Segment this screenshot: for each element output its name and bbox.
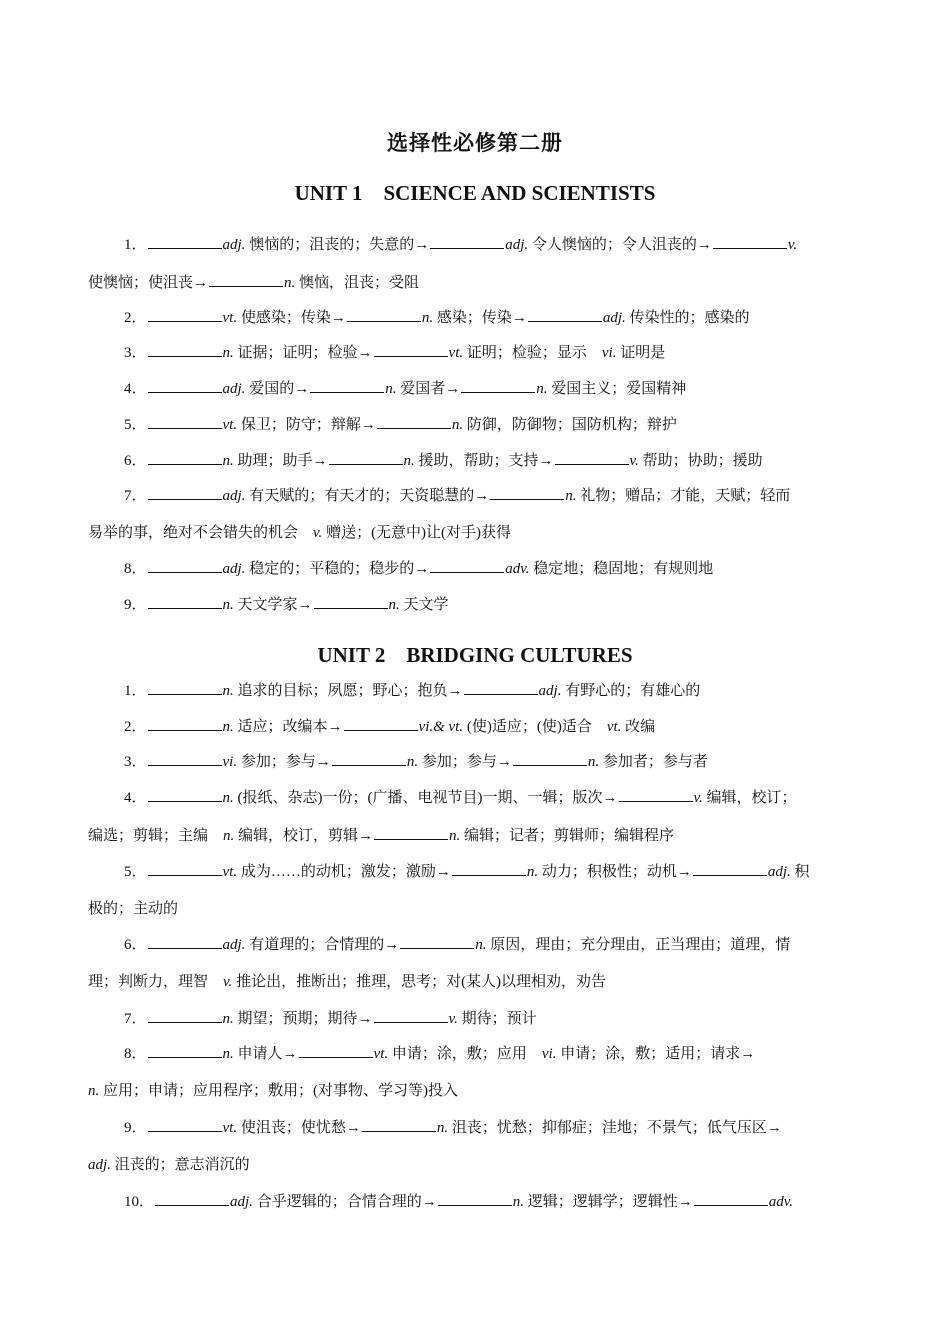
list-item: 10． adj. 合乎逻辑的；合情合理的→ n. 逻辑；逻辑学；逻辑性→ adv.: [124, 1191, 793, 1212]
answer-blank[interactable]: [148, 751, 222, 766]
answer-blank[interactable]: [374, 342, 448, 357]
list-item: 3． vi. 参加；参与→ n. 参加；参与→ n. 参加者；参与者: [124, 751, 708, 772]
answer-blank[interactable]: [209, 272, 283, 287]
answer-blank[interactable]: [148, 414, 222, 429]
list-item-continuation: adj. 沮丧的；意志消沉的: [88, 1157, 250, 1173]
answer-blank[interactable]: [155, 1191, 229, 1206]
answer-blank[interactable]: [452, 861, 526, 876]
list-item: 5． vt. 成为……的动机；激发；激励→ n. 动力；积极性；动机→ adj. 积: [124, 861, 810, 882]
answer-blank[interactable]: [555, 450, 629, 465]
list-item-continuation: 使懊恼；使沮丧→ n. 懊恼，沮丧；受阻: [88, 272, 419, 293]
list-item: 5． vt. 保卫；防守；辩解→ n. 防御，防御物；国防机构；辩护: [124, 414, 677, 435]
answer-blank[interactable]: [513, 751, 587, 766]
answer-blank[interactable]: [148, 594, 222, 609]
list-item: 1． n. 追求的目标；夙愿；野心；抱负→ adj. 有野心的；有雄心的: [124, 680, 700, 701]
list-item: 1． adj. 懊恼的；沮丧的；失意的→ adj. 令人懊恼的；令人沮丧的→ v.: [124, 234, 797, 255]
list-item: 2． n. 适应；改编本→ vi.& vt. (使)适应；(使)适合 vt. 改编: [124, 716, 655, 737]
answer-blank[interactable]: [148, 680, 222, 695]
list-item: 9． n. 天文学家→ n. 天文学: [124, 594, 449, 615]
answer-blank[interactable]: [347, 307, 421, 322]
list-item: 6． adj. 有道理的；合情理的→ n. 原因，理由；充分理由，正当理由；道理，情: [124, 934, 790, 955]
answer-blank[interactable]: [528, 307, 602, 322]
list-item: 9． vt. 使沮丧；使忧愁→ n. 沮丧；忧愁；抑郁症；洼地；不景气；低气压区→: [124, 1117, 782, 1138]
answer-blank[interactable]: [148, 485, 222, 500]
answer-blank[interactable]: [310, 378, 384, 393]
list-item: 7． adj. 有天赋的；有天才的；天资聪慧的→ n. 礼物；赠品；才能，天赋；轻而: [124, 485, 790, 506]
answer-blank[interactable]: [377, 414, 451, 429]
answer-blank[interactable]: [490, 485, 564, 500]
list-item: 4． n. (报纸、杂志)一份；(广播、电视节目)一期、一辑；版次→ v. 编辑，校订；: [124, 787, 797, 808]
answer-blank[interactable]: [362, 1117, 436, 1132]
list-item-continuation: 理；判断力，理智 v. 推论出，推断出；推理，思考；对(某人)以理相劝，劝告: [88, 974, 607, 990]
answer-blank[interactable]: [438, 1191, 512, 1206]
list-item: 6． n. 助理；助手→ n. 援助，帮助；支持→ v. 帮助；协助；援助: [124, 450, 763, 471]
answer-blank[interactable]: [314, 594, 388, 609]
answer-blank[interactable]: [619, 787, 693, 802]
answer-blank[interactable]: [299, 1043, 373, 1058]
answer-blank[interactable]: [713, 234, 787, 249]
answer-blank[interactable]: [464, 680, 538, 695]
answer-blank[interactable]: [148, 861, 222, 876]
list-item: 4． adj. 爱国的→ n. 爱国者→ n. 爱国主义；爱国精神: [124, 378, 686, 399]
answer-blank[interactable]: [148, 934, 222, 949]
answer-blank[interactable]: [693, 861, 767, 876]
answer-blank[interactable]: [148, 342, 222, 357]
answer-blank[interactable]: [344, 716, 418, 731]
answer-blank[interactable]: [332, 751, 406, 766]
list-item-continuation: 易举的事，绝对不会错失的机会 v. 赠送；(无意中)让(对手)获得: [88, 525, 512, 541]
unit2-heading: UNIT 2 BRIDGING CULTURES: [317, 643, 633, 667]
unit1-heading: UNIT 1 SCIENCE AND SCIENTISTS: [294, 181, 656, 205]
answer-blank[interactable]: [694, 1191, 768, 1206]
answer-blank[interactable]: [329, 450, 403, 465]
list-item: 8． n. 申请人→ vt. 申请；涂，敷；应用 vi. 申请；涂，敷；适用；请求→: [124, 1043, 755, 1064]
answer-blank[interactable]: [374, 825, 448, 840]
answer-blank[interactable]: [148, 716, 222, 731]
answer-blank[interactable]: [374, 1008, 448, 1023]
answer-blank[interactable]: [148, 558, 222, 573]
list-item: 8． adj. 稳定的；平稳的；稳步的→ adv. 稳定地；稳固地；有规则地: [124, 558, 713, 579]
answer-blank[interactable]: [148, 450, 222, 465]
answer-blank[interactable]: [461, 378, 535, 393]
answer-blank[interactable]: [148, 378, 222, 393]
list-item-continuation: n. 应用；申请；应用程序；敷用；(对事物、学习等)投入: [88, 1083, 458, 1099]
page-title: 选择性必修第二册: [387, 131, 563, 155]
answer-blank[interactable]: [148, 307, 222, 322]
list-item-continuation: 极的；主动的: [88, 901, 179, 917]
answer-blank[interactable]: [148, 1043, 222, 1058]
answer-blank[interactable]: [148, 234, 222, 249]
list-item: 7． n. 期望；预期；期待→ v. 期待；预计: [124, 1008, 537, 1029]
answer-blank[interactable]: [148, 1117, 222, 1132]
answer-blank[interactable]: [148, 1008, 222, 1023]
answer-blank[interactable]: [430, 234, 504, 249]
answer-blank[interactable]: [400, 934, 474, 949]
answer-blank[interactable]: [148, 787, 222, 802]
answer-blank[interactable]: [430, 558, 504, 573]
list-item-continuation: 编选；剪辑；主编 n. 编辑，校订，剪辑→ n. 编辑；记者；剪辑师；编辑程序: [88, 825, 674, 846]
list-item: 2． vt. 使感染；传染→ n. 感染；传染→ adj. 传染性的；感染的: [124, 307, 750, 328]
list-item: 3． n. 证据；证明；检验→ vt. 证明；检验；显示 vi. 证明是: [124, 342, 665, 363]
